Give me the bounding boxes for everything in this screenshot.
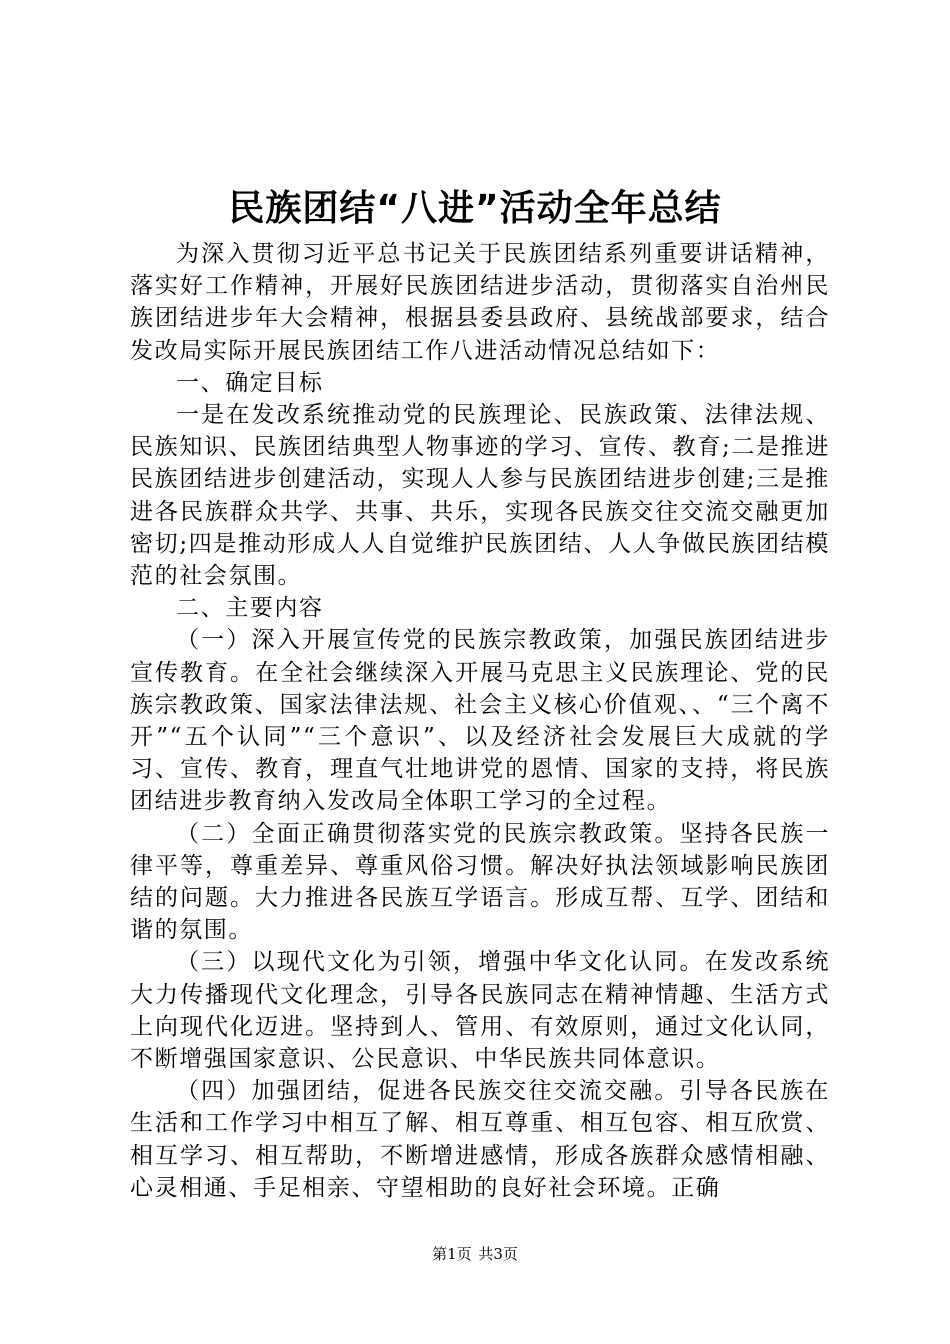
content-item-3: （三）以现代文化为引领，增强中华文化认同。在发改系统大力传播现代文化理念，引导各民族同志在精神情趣、生活方式上向现代化迈进。坚持到人、管用、有效原则，通过文化认同，不断增强国家意识、公民意识、中华民族共同体意识。 [130,949,830,1073]
section-heading-content: 二、主要内容 [176,595,324,622]
current-page-number: 第1页 [432,1245,472,1263]
total-page-count: 共3页 [478,1245,518,1263]
document-title: 民族团结“八进”活动全年总结 [228,188,722,229]
content-item-4: （四）加强团结，促进各民族交往交流交融。引导各民族在生活和工作学习中相互了解、相互尊重、相互包容、相互欣赏、相互学习、相互帮助，不断增进感情，形成各族群众感情相融、心灵相通、手足相亲、守望相助的良好社会环境。正确 [130,1078,830,1201]
goals-paragraph: 一是在发改系统推动党的民族理论、民族政策、法律法规、民族知识、民族团结典型人物事迹的学习、宣传、教育;二是推进民族团结进步创建活动，实现人人参与民族团结进步创建;三是推进各民族群众共学、共事、共乐，实现各民族交往交流交融更加密切;四是推动形成人人自觉维护民族团结、人人争做民族团结模范的社会氛围。 [130,402,830,590]
document-body [130,238,830,1204]
page-footer [0,1244,950,1264]
content-item-2: （二）全面正确贯彻落实党的民族宗教政策。坚持各民族一律平等，尊重差异、尊重风俗习惯。解决好执法领域影响民族团结的问题。大力推进各民族互学语言。形成互帮、互学、团结和谐的氛围。 [130,820,830,944]
content-item-1: （一）深入开展宣传党的民族宗教政策，加强民族团结进步宣传教育。在全社会继续深入开展马克思主义民族理论、党的民族宗教政策、国家法律法规、社会主义核心价值观、、“三个离不开”“五个认同”“三个意识”、以及经济社会发展巨大成就的学习、宣传、教育，理直气壮地讲党的恩情、国家的支持，将民族团结进步教育纳入发改局全体职工学习的全过程。 [130,627,830,815]
intro-paragraph: 为深入贯彻习近平总书记关于民族团结系列重要讲话精神，落实好工作精神，开展好民族团结进步活动，贯彻落实自治州民族团结进步年大会精神，根据县委县政府、县统战部要求，结合发改局实际开展民族团结工作八进活动情况总结如下： [130,241,830,364]
section-heading-goals: 一、确定目标 [176,369,324,396]
